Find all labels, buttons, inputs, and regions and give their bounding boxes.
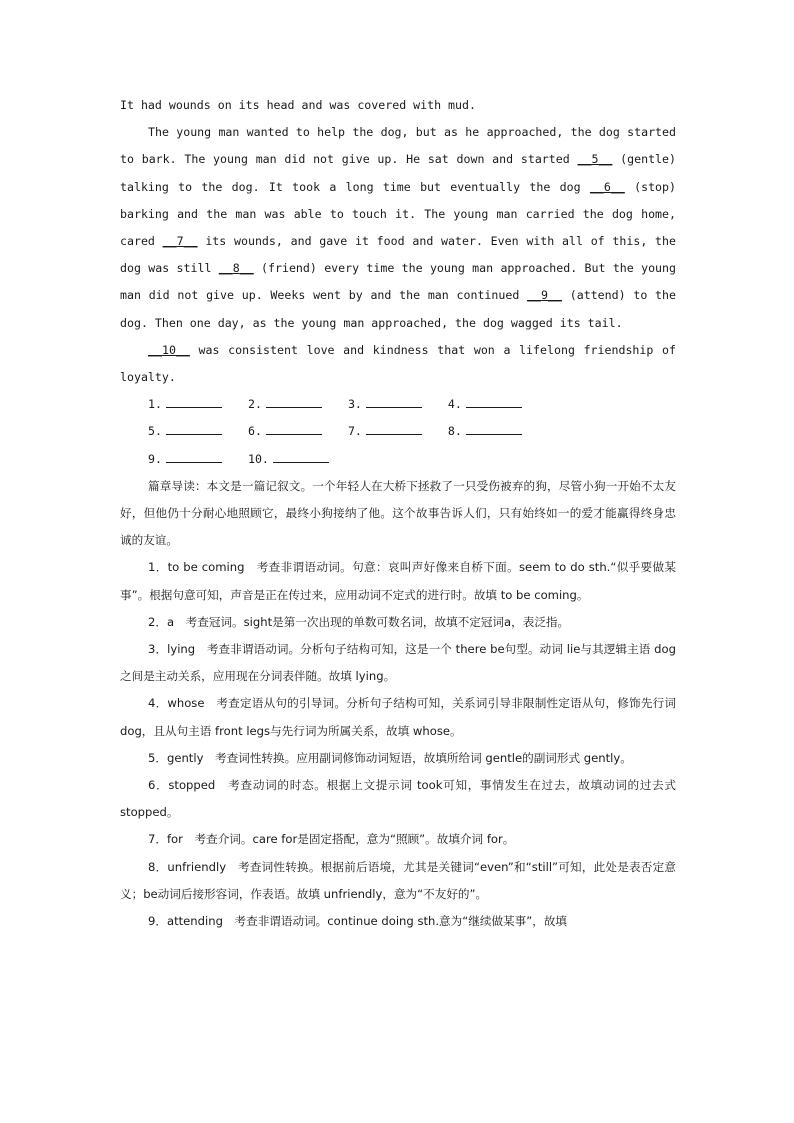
passage-paragraph-1: The young man wanted to help the dog, but as he approached, the dog started to bark. The young man did not give up. He sat down and started __5__ (gentle) talking to the dog. It took a long time but eventually the dog __6__ (stop) barking and the man was able to touch it. The young man carried the dog home, cared __7__ its wounds, and gave it food and water. Even with all of this, the dog was still __8__ (friend) every time the young man approached. But the young man did not give up. Weeks went by and the man continued __9__ (attend) to the dog. Then one day, as the young man approached, the dog wagged its tail. <box>120 125 676 330</box>
blank-7: __7__ <box>162 234 198 249</box>
explanation-1: 1．to be coming 考查非谓语动词。句意：哀叫声好像来自桥下面。seem to do sth.“似乎要做某事”。根据句意可知，声音是正在传过来，应用动词不定式的进行时。故填 to be coming。 <box>120 560 676 602</box>
answer-blank[interactable]: 7. <box>348 418 422 445</box>
explanation-9: 9．attending 考查非谓语动词。continue doing sth.意为“继续做某事”，故填 <box>148 914 568 929</box>
passage-paragraph-2: __10__ was consistent love and kindness that won a lifelong friendship of loyalty. <box>120 342 676 385</box>
answer-row-3 <box>120 446 676 473</box>
answer-blank[interactable]: 1. <box>148 391 222 418</box>
answer-blank[interactable]: 8. <box>448 418 522 445</box>
explanation-4: 4．whose 考查定语从句的引导词。分析句子结构可知，关系词引导非限制性定语从句，修饰先行词 dog，且从句主语 front legs与先行词为所属关系，故填 whose。 <box>120 696 676 738</box>
explanation-3: 3．lying 考查非谓语动词。分析句子结构可知，这是一个 there be句型。动词 lie与其逻辑主语 dog之间是主动关系，应用现在分词表伴随。故填 lying。 <box>120 642 676 684</box>
chapter-guide: 篇章导读：本文是一篇记叙文。一个年轻人在大桥下拯救了一只受伤被弃的狗，尽管小狗一开始不太友好，但他仍十分耐心地照顾它，最终小狗接纳了他。这个故事告诉人们，只有始终如一的爱才能赢得终身忠诚的友谊。 <box>120 478 676 548</box>
answer-blank[interactable]: 6. <box>248 418 322 445</box>
blank-10: __10__ <box>148 342 190 357</box>
answer-blank[interactable]: 3. <box>348 391 422 418</box>
answer-blank[interactable]: 2. <box>248 391 322 418</box>
passage-line: It had wounds on its head and was covered with mud. <box>120 98 476 112</box>
explanation-7: 7．for 考查介词。care for是固定搭配，意为“照顾”。故填介词 for。 <box>148 832 515 847</box>
blank-9: __9__ <box>527 288 562 303</box>
answer-blank[interactable]: 9. <box>148 446 222 473</box>
explanation-5: 5．gently 考查词性转换。应用副词修饰动词短语，故填所给词 gentle的副词形式 gently。 <box>148 750 632 765</box>
answer-row-1 <box>120 391 676 418</box>
blank-5: __5__ <box>577 152 613 167</box>
document-page <box>120 92 676 935</box>
blank-8: __8__ <box>218 261 254 276</box>
answer-row-2 <box>120 418 676 445</box>
explanation-2: 2．a 考查冠词。sight是第一次出现的单数可数名词，故填不定冠词a，表泛指。 <box>148 614 570 629</box>
answer-blank[interactable]: 5. <box>148 418 222 445</box>
explanation-6: 6．stopped 考查动词的时态。根据上文提示词 took可知，事情发生在过去，故填动词的过去式 stopped。 <box>120 778 676 820</box>
blank-6: __6__ <box>589 179 625 194</box>
answer-blank[interactable]: 4. <box>448 391 522 418</box>
answer-blank[interactable]: 10. <box>248 446 329 473</box>
explanation-8: 8．unfriendly 考查词性转换。根据前后语境，尤其是关键词“even”和“still”可知，此处是表否定意义；be动词后接形容词，作表语。故填 unfriendly，意为“不友好的”。 <box>120 859 676 901</box>
